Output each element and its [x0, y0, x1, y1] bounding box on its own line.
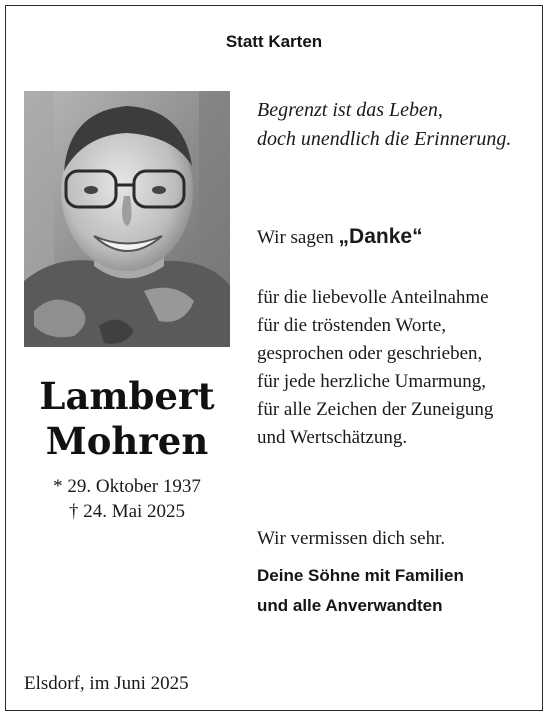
gratitude-line-6: und Wertschätzung. [257, 427, 408, 448]
obituary-card [5, 5, 543, 711]
signature-line-2: und alle Anverwandten [257, 596, 443, 615]
closing-line: Wir vermissen dich sehr. [257, 528, 446, 549]
quote-line-1: Begrenzt ist das Leben, [257, 99, 443, 121]
gratitude-line-4: für jede herzliche Umarmung, [257, 371, 486, 392]
thanks-word: „Danke“ [338, 225, 423, 248]
thanks-line [257, 225, 537, 249]
deceased-first-name: Lambert [39, 374, 215, 418]
gratitude-line-3: gesprochen oder geschrieben, [257, 343, 483, 364]
quote-line-2: doch unendlich die Erinnerung. [257, 128, 512, 150]
birth-date: * 29. Oktober 1937 [53, 476, 201, 497]
portrait-photo [24, 91, 230, 347]
signature-line-1: Deine Söhne mit Familien [257, 566, 464, 585]
gratitude-line-5: für alle Zeichen der Zuneigung [257, 399, 494, 420]
header-text: Statt Karten [225, 32, 323, 51]
death-date: † 24. Mai 2025 [68, 501, 186, 522]
gratitude-line-1: für die liebevolle Anteilnahme [257, 287, 489, 308]
deceased-last-name: Mohren [45, 419, 209, 463]
place-date: Elsdorf, im Juni 2025 [24, 673, 189, 694]
thanks-prefix: Wir sagen [257, 227, 339, 248]
gratitude-line-2: für die tröstenden Worte, [257, 315, 447, 336]
